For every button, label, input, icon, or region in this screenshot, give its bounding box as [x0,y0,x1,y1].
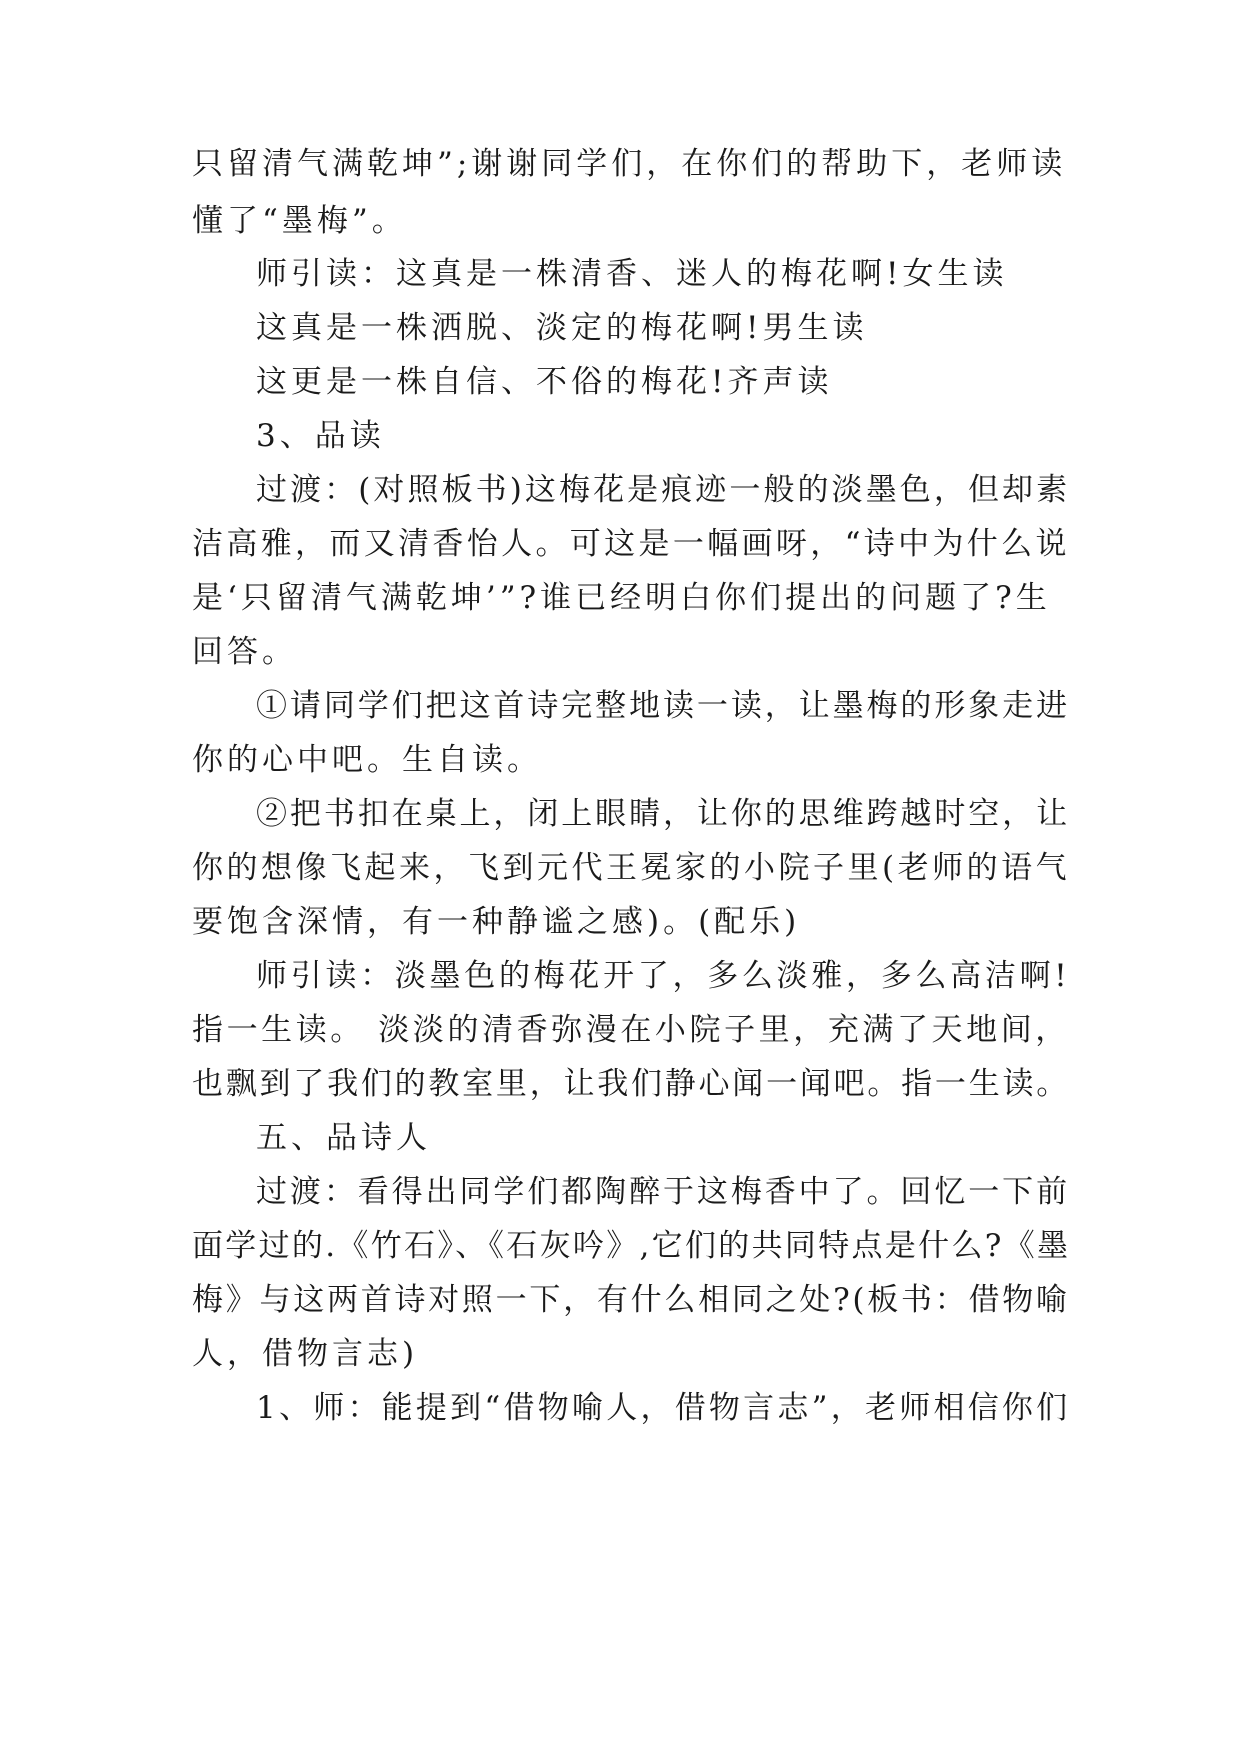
text-line: 只留清气满乾坤”;谢谢同学们，在你们的帮助下，老师读 [192,146,1067,182]
text-line: 是‘只留清气满乾坤’”?谁已经明白你们提出的问题了?生 [192,580,1051,616]
text-line: ②把书扣在桌上，闭上眼睛，让你的思维跨越时空，让 [256,796,1070,832]
text-line: ①请同学们把这首诗完整地读一读，让墨梅的形象走进 [256,688,1070,724]
text-line: 面学过的.《竹石》、《石灰吟》,它们的共同特点是什么?《墨 [192,1228,1071,1264]
text-line: 这更是一株自信、不俗的梅花!齐声读 [256,364,833,400]
text-line: 师引读：这真是一株清香、迷人的梅花啊!女生读 [256,256,1008,292]
text-line: 你的心中吧。生自读。 [192,742,542,778]
text-line: 过渡：(对照板书)这梅花是痕迹一般的淡墨色，但却素 [256,472,1071,508]
text-line: 过渡：看得出同学们都陶醉于这梅香中了。回忆一下前 [256,1174,1070,1210]
section-heading: 五、品诗人 [256,1120,431,1156]
text-line: 懂了“墨梅”。 [192,203,407,239]
text-line: 这真是一株洒脱、淡定的梅花啊!男生读 [256,310,868,346]
text-line: 你的想像飞起来，飞到元代王冕家的小院子里(老师的语气 [192,850,1071,886]
text-line: 也飘到了我们的教室里，让我们静心闻一闻吧。指一生读。 [192,1066,1070,1102]
text-line: 洁高雅，而又清香怡人。可这是一幅画呀，“诗中为什么说 [192,526,1070,562]
text-line: 指一生读。 淡淡的清香弥漫在小院子里，充满了天地间， [192,1012,1070,1048]
text-line: 师引读：淡墨色的梅花开了，多么淡雅，多么高洁啊! [256,958,1071,994]
text-line: 人，借物言志) [192,1336,419,1372]
text-line: 回答。 [192,634,297,670]
text-line: 梅》与这两首诗对照一下，有什么相同之处?(板书：借物喻 [192,1282,1070,1318]
section-heading: 3、品读 [256,418,385,454]
text-line: 1、师：能提到“借物喻人，借物言志”，老师相信你们 [256,1390,1071,1426]
text-line: 要饱含深情，有一种静谧之感)。(配乐) [192,904,801,940]
